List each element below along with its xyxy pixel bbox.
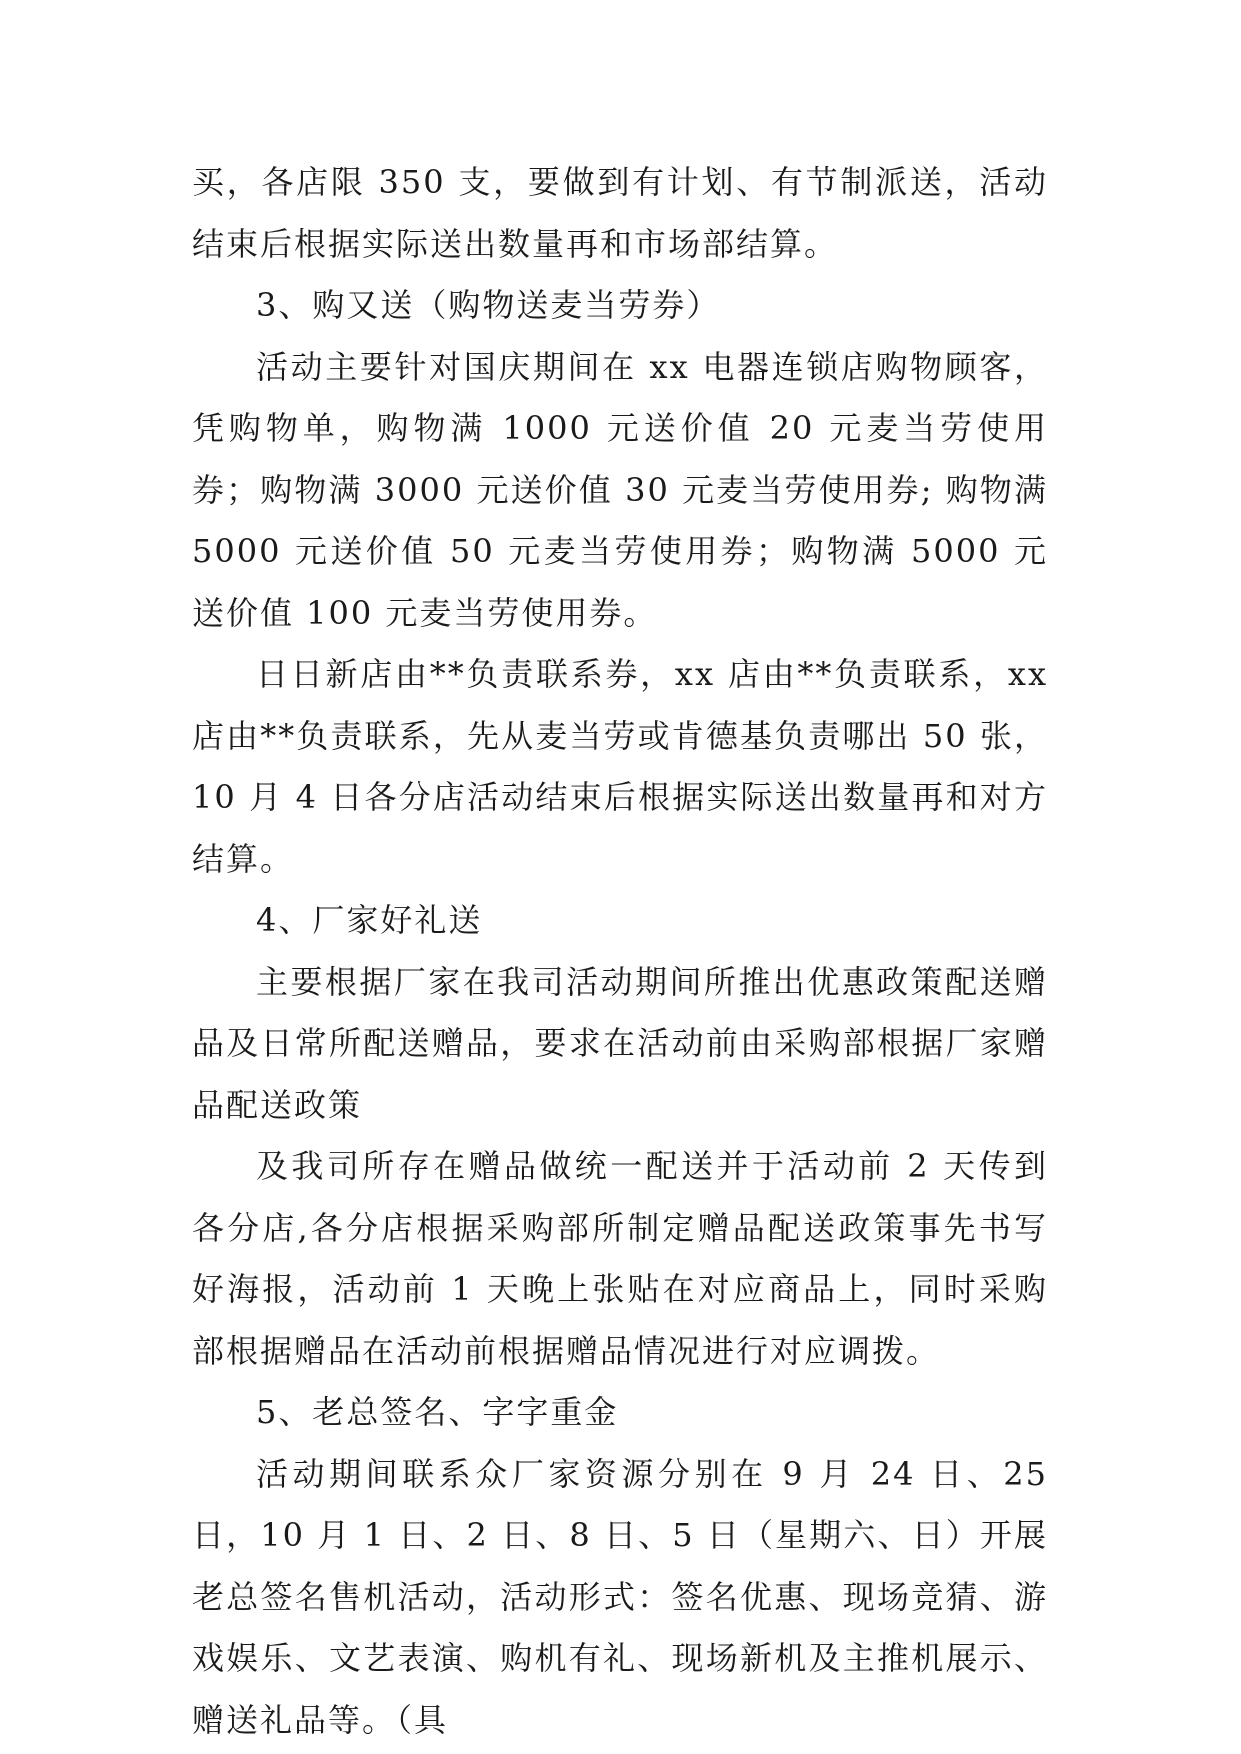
paragraph-4: 日日新店由**负责联系券，xx 店由**负责联系，xx 店由**负责联系，先从麦当劳或肯德基负责哪出 50 张，10 月 4 日各分店活动结束后根据实际送出数量再和对方结算。 [192,655,1048,878]
section-heading-5: 5、老总签名、字字重金 [256,1393,619,1431]
section-heading-3: 3、购又送（购物送麦当劳券） [256,286,721,324]
paragraph-1: 买，各店限 350 支，要做到有计划、有节制派送，活动结束后根据实际送出数量再和市场部结算。 [192,163,1048,263]
paragraph-7: 及我司所存在赠品做统一配送并于活动前 2 天传到各分店,各分店根据采购部所制定赠品配送政策事先书写好海报，活动前 1 天晚上张贴在对应商品上，同时采购部根据赠品在活动前根据赠品情况进行对应调拨。 [192,1147,1048,1370]
paragraph-9: 活动期间联系众厂家资源分别在 9 月 24 日、25 日，10 月 1 日、2 日、8 日、5 日（星期六、日）开展老总签名售机活动，活动形式：签名优惠、现场竞猜、游戏娱乐、文艺表演、购机有礼、现场新机及主推机展示、赠送礼品等。（具 [192,1454,1048,1739]
paragraph-3: 活动主要针对国庆期间在 xx 电器连锁店购物顾客，凭购物单，购物满 1000 元送价值 20 元麦当劳使用券；购物满 3000 元送价值 30 元麦当劳使用券; 购物满 5000 元送价值 50 元麦当劳使用券；购物满 5000 元送价值 100 元麦当劳使用券。 [192,347,1048,632]
document-body [192,152,1048,1751]
paragraph-6: 主要根据厂家在我司活动期间所推出优惠政策配送赠品及日常所配送赠品，要求在活动前由采购部根据厂家赠品配送政策 [192,962,1048,1124]
section-heading-4: 4、厂家好礼送 [256,901,483,939]
